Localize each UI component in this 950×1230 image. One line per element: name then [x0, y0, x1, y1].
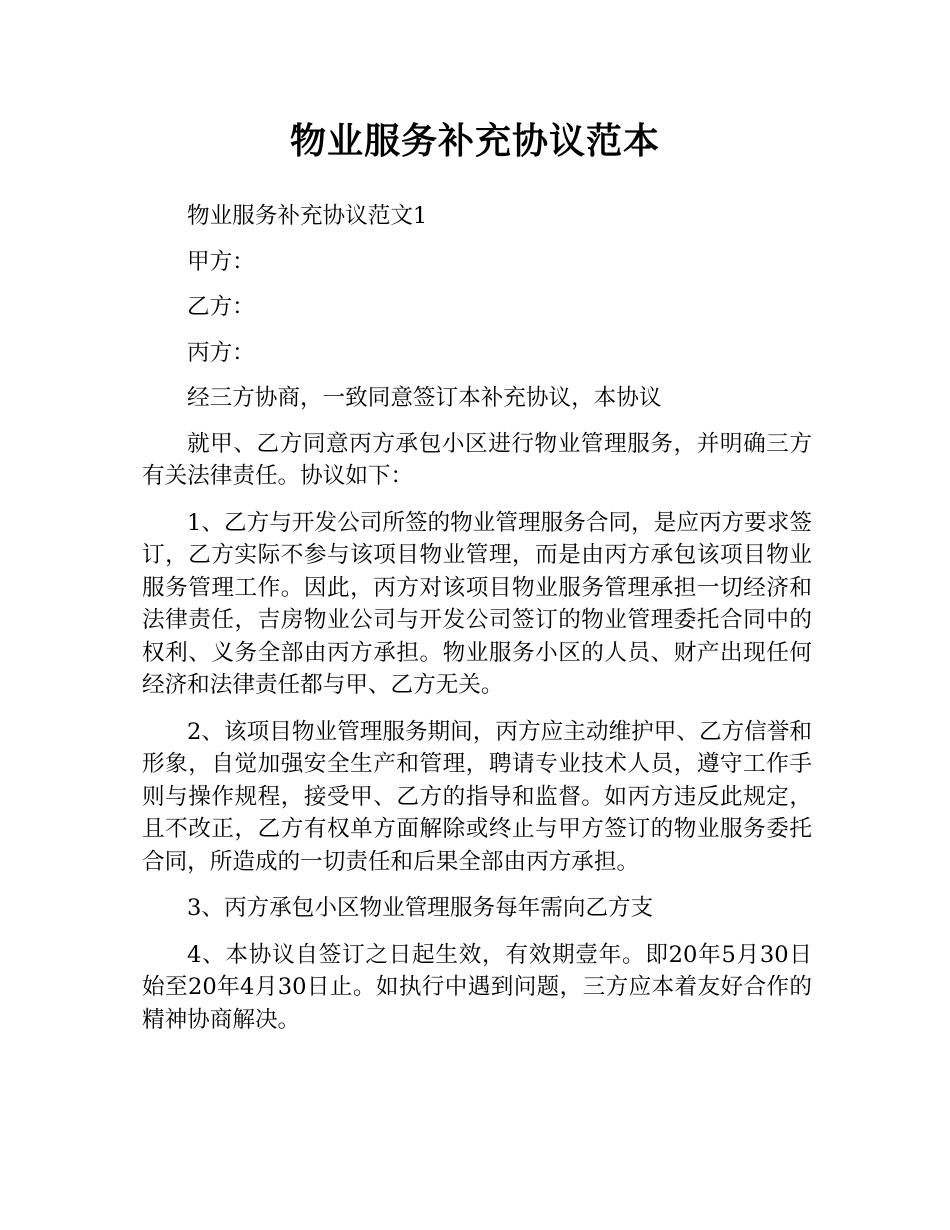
paragraph-party-c: 丙方： [187, 339, 255, 366]
paragraph-party-a: 甲方： [187, 248, 255, 275]
paragraph-subtitle: 物业服务补充协议范文1 [187, 203, 428, 229]
paragraph-clause-2: 2、该项目物业管理服务期间，丙方应主动维护甲、乙方信誉和形象，自觉加强安全生产和管理，聘请专业技术人员，遵守工作手则与操作规程，接受甲、乙方的指导和监督。如丙方违反此规定，且不改正，乙方有权单方面解除或终止与甲方签订的物业服务委托合同，所造成的一切责任和后果全部由丙方承担。 [142, 718, 812, 875]
paragraph-agreement-intro: 经三方协商，一致同意签订本补充协议，本协议 [187, 385, 662, 411]
document-title: 物业服务补充协议范本 [289, 121, 660, 162]
paragraph-party-b: 乙方： [187, 294, 255, 320]
paragraph-clause-4: 4、本协议自签订之日起生效，有效期壹年。即20年5月30日始至20年4月30日止。如执行中遇到问题，三方应本着友好合作的精神协商解决。 [142, 941, 812, 1033]
paragraph-clause-1: 1、乙方与开发公司所签的物业管理服务合同，是应丙方要求签订，乙方实际不参与该项目物业管理，而是由丙方承包该项目物业服务管理工作。因此，丙方对该项目物业服务管理承担一切经济和法律责任，吉房物业公司与开发公司签订的物业管理委托合同中的权利、义务全部由丙方承担。物业服务小区的人员、财产出现任何经济和法律责任都与甲、乙方无关。 [142, 509, 812, 698]
document-body [142, 200, 812, 1050]
paragraph-agreement-scope: 就甲、乙方同意丙方承包小区进行物业管理服务，并明确三方有关法律责任。协议如下： [142, 430, 812, 489]
paragraph-clause-3: 3、丙方承包小区物业管理服务每年需向乙方支 [187, 895, 654, 921]
